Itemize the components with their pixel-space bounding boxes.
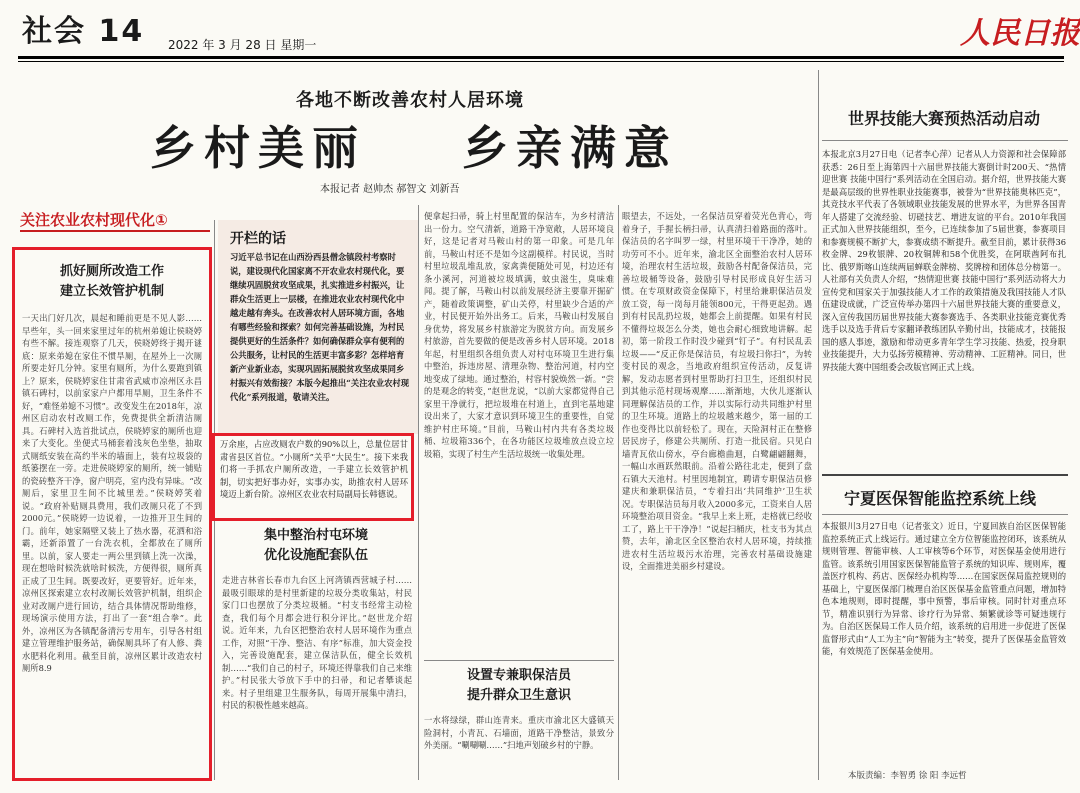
publish-date: 2022 年 3 月 28 日 星期一 — [168, 38, 317, 52]
article1-body: 一天出门好几次，晨起和睡前更是不见人影……早些年，头一回来家里过年的杭州弟媳让侯晓婷有些不解。接连观察了几天，侯晓婷终于揭开谜底：原来弟媳在家住不惯旱厕，在屋外上一次厕所要走好几分钟。家里有厕所，为什么要跑到镇上？原来，侯晓婷家住甘肃省武威市凉州区永昌镇石碑村，以前家家户户都用旱厕，卫生条件不好，“难怪弟媳不习惯”。改变发生在2018年，凉州区启动农村改厕工作，免费提供全新清洁厕具。石碑村入选首批试点，侯晓婷家的厕所也迎来了大变化。坐便式马桶套着浅灰色坐垫，抽取式厕纸安装在高约半米的墙面上，装有垃圾袋的纸篓摆在一旁。走进侯晓婷家的厕所，统一铺贴的瓷砖整齐干净，窗户明亮，室内没有异味。“改厕后，家里卫生间不比城里差。”侯晓婷笑着说。“政府补贴厕具费用，我们改厕只花了不到2000元。”侯晓婷一边说着，一边推开卫生间的门。前年，她家隔壁又装上了热水器，花洒和浴霸，还新添置了一台洗衣机，全都放在了厕所里。以前，家人要走一两公里到镇上洗一次澡，现在想啥时候洗就啥时候洗，方便得很，厕所真正成了卫生间。既要改好，更要管好。近年来，凉州区探索建立农村改厕长效管护机制，组织企业对改厕户进行回访，结合具体情况帮助维修，现场演示使用方法，打出了一套“组合拳”。此外，凉州区为各镇配备清污专用车，引导各村组建立管理维护服务站，确保厕具坏了有人修、粪水肥料化利用。截至目前，凉州区累计改造农村厕所8.9 — [22, 313, 202, 673]
article1-title-line2: 建立长效管护机制 — [59, 284, 164, 299]
right-article-divider — [822, 474, 1068, 476]
right-article1-rule — [822, 140, 1068, 141]
middle-column-body: 便拿起扫帚，骑上村里配置的保洁车，为乡村清洁出一份力。空气清新，道路干净宽敞，人居环境良好，这是记者对马鞍山村的第一印象。可是几年前，马鞍山村还不是如今这副模样。村民说，当时村里垃圾乱堆乱放，家禽粪便随处可见，村边还有条小溪河，河道被垃圾填满，蚊虫滋生，臭味难闻。提了解，马鞍山村以前发展经济主要靠开掘矿产，随着政策调整，矿山关停，村里缺少合适的产业，村民便开始外出务工。后来，马鞍山村发展自身优势，将发展乡村旅游定为脱贫方向。而发展乡村旅游，首先要做的便是改善乡村人居环境。2018年起，村里组织各组负责人对村屯环境卫生进行集中整治，拆违房屋、清理杂物、整治河道，村内空地变成了绿地。通过整治，村容村貌焕然一新。“尝的是观念的转变，”赵世龙说，“以前大家都觉得自己家里干净就行，把垃圾堆在村道上，直到宅基地建设出来了，大家才意识到环境卫生的重要性，自觉维护村庄环境。”目前，马鞍山村内共有各类垃圾桶、垃圾箱336个，在各功能区垃圾堆放点设立垃圾箱，实现了村生产生活垃圾统一收集处理。 — [424, 211, 614, 459]
article3-title-line1: 设置专兼职保洁员 — [466, 668, 571, 683]
right-article2-rule — [822, 514, 1068, 515]
byline: 本报记者 赵帅杰 郝智文 刘新吾 — [320, 184, 460, 195]
kicker: 各地不断改善农村人居环境 — [296, 90, 524, 111]
editor-note-title: 开栏的话 — [230, 231, 286, 247]
snippet-body: 万余座，占应改厕农户数的90%以上，总量位居甘肃省县区首位。“小厕所”关乎“大民生”。接下来我们将一手抓农户厕所改造，一手建立长效管护机制，切实把好事办好，实事办实，助推农村人居环境迈上新台阶。凉州区农业农村局副局长韩德说。 — [220, 439, 408, 499]
main-headline: 乡村美丽 乡亲满意 — [150, 121, 679, 175]
right-middle-body: 眼望去，不远处，一名保洁员穿着荧光色背心，弯着身子，手握长柄扫帚，认真清扫着路面的落叶。保洁员的名字叫罗一绿，村里环境干干净净，她的功劳可不小。近年来，渝北区全面整治农村人居环境，治理农村生活垃圾，鼓励各村配备保洁员，完善垃圾桶等设备，鼓励引导村民形成良好生活习惯。在专项财政资金保障下，村里给兼职保洁员发放工资，每一岗每月能领800元，干得更起劲。遇到有村民乱扔垃圾，她都会上前提醒。如果有村民不懂得垃圾怎么分类，她也会耐心细致地讲解。起初，第一阶段工作时没少碰到“钉子”。有村民乱丢垃圾——“反正你是保洁员，有垃圾扫你扫”，为转变村民的观念，当地政府组织宣传活动，反复讲解，发动志愿者到村里帮助打扫卫生，还组织村民到其他示范村现场观摩……渐渐地，大伙儿逐渐认同理解保洁员的工作，并以实际行动共同维护村里的卫生环境。道路上的垃圾越来越少，第一届的工作也变得比以前轻松了。现在，天险洞村正在整修居民房子，修建公共厕所、打造一批民宿。只见白墙青瓦依山傍水，亭台廊檐曲迴，白鹭翩翩翻舞，一幅山水画跃然眼前。沿着公路往北走，便到了盘石镇大天池村。村里因地制宜，聘请专职保洁员修建庆和兼职保洁员，“专着扫出‘共同维护’卫生状况。专职保洁员每月收入2000多元，工资来自人居环境整治项目资金。“我早上来上班，走格就已经收工了，路上干干净净！”说起扫桶庆，杜支书为其点赞，去年，渝北区全区整治农村人居环境，持续推进农村生活垃圾污水治理，完善农村基础设施建设，全面推进美丽乡村建设。 — [622, 211, 812, 571]
article2-body: 走进吉林省长春市九台区上河湾镇西营城子村……最吸引眼球的是村里新建的垃圾分类收集站，村民家门口也摆放了分类垃圾桶。“村支书经常主动检查，我们每个月都会进行积分评比。”赵世龙介绍说。近年来，九台区把整治农村人居环境作为重点工作，对照“干净、整洁、有序”标准，加大资金投入，完善设施配套，建立保洁队伍，健全长效机制……“我们自己的村子，环境还得靠我们自己来维护。”村民张大爷放下手中的扫帚，和记者攀谈起来。村子里组建卫生服务队，每周开展集中清扫，村民的积极性越来越高。 — [222, 575, 412, 710]
masthead-rule-thin — [18, 61, 1064, 62]
article3-title-line2: 提升群众卫生意识 — [466, 688, 571, 703]
article1-title-line1: 抓好厕所改造工作 — [59, 264, 164, 279]
right-article1-body: 本报北京3月27日电（记者李心萍）记者从人力资源和社会保障部获悉：26日至上海第四十六届世界技能大赛倒计时200天、“热情迎世赛 技能中国行”系列活动在全国启动。据介绍，世界技能大赛是最高层级的世界性职业技能赛事，被誉为“世界技能奥林匹克”，其竞技水平代表了各领域职业技能发展的世界水平，为世界各国青年人搭建了交流经验、切磋技艺、增进友谊的平台。2010年我国正式加入世界技能组织，至今，已连续参加了5届世赛，参赛项目和参赛规模不断扩大，参赛成绩不断提升。截至目前，累计获得36枚金牌、29枚银牌、20枚铜牌和58个优胜奖，在阿联酋阿布扎比、俄罗斯喀山连续两届蝉联金牌榜、奖牌榜和团体总分榜第一。人社部有关负责人介绍，“热情迎世赛 技能中国行”系列活动将大力宣传党和国家关于加强技能人才工作的政策措施及我国技能人才队伍建设成就，广泛宣传举办第四十六届世界技能大赛的重要意义，深入宣传我国历届世界技能大赛参赛选手、各类职业技能竞赛优秀选手以及选手背后专家翻译教练团队辛勤付出，技能成才，技能报国的感人事迹，激励和带动更多青年学生学习技能、热爱，投身职业技能提升，大力弘扬劳模精神、劳动精神、工匠精神。同日，世界技能大赛中国组委会改版官网正式上线。 — [822, 149, 1066, 372]
right-article2-title: 宁夏医保智能监控系统上线 — [844, 489, 1037, 508]
column-divider — [418, 205, 419, 780]
column-title-rule — [20, 230, 210, 232]
editor-note-body: 习近平总书记在山西汾西县僧念镇段村考察时说，建设现代化国家离不开农业农村现代化，要继续巩固脱贫攻坚成果，扎实推进乡村振兴，让群众生活更上一层楼，在推进农业农村现代化中越走越有奔头。在改善农村人居环境方面，各地有哪些经验和探索？如何完善基础设施，为村民提供更好的生活条件？如何确保群众享有便利的公共服务，让村民的生活更丰富多彩？怎样培育新产业新业态，实现巩固拓展脱贫攻坚成果同乡村振兴有效衔接？本版今起推出“关注农业农村现代化”系列报道，敬请关注。 — [230, 252, 410, 402]
article3-body: 一水将绿绿，群山连青来。重庆市渝北区大盛镇天险洞村，小青瓦、石墙面，道路干净整洁，景致分外美丽。“唰唰唰……”扫地声划破乡村的宁静。 — [424, 715, 614, 750]
column-divider — [818, 70, 819, 780]
section-title: 社会 14 — [22, 14, 145, 49]
right-article1-title: 世界技能大赛预热活动启动 — [848, 109, 1041, 128]
newspaper-logo: 人民日报 — [960, 16, 1080, 51]
masthead-rule — [18, 56, 1064, 59]
article2-title-line2: 优化设施配套队伍 — [263, 548, 368, 563]
page-editors: 本版责编：李智勇 徐 阳 李远哲 — [848, 771, 967, 781]
subhead-rule — [424, 660, 614, 661]
article2-title-line1: 集中整治村屯环境 — [263, 528, 368, 543]
right-article2-body: 本报银川3月27日电（记者张文）近日，宁夏回族自治区医保智能监控系统正式上线运行。通过建立全方位智能监控闭环，该系统从规则管理、智能审核、人工审核等6个环节，对医保基金使用进行监管。该系统引用国家医保智能监管子系统的知识库、规则库，覆盖医疗机构、药店、医保经办机构等……在国家医保局监控规则的基础上，宁夏医保部门梳理自治区医保基金监管重点问题，增加特色本地规则，即时提醒，事中预警，事后审核。同时针对重点环节，精准识别行为异常、诊疗行为异常、频繁就诊等可疑违规行为。自治区医保局工作人员介绍，该系统的启用进一步促进了医保监督形式由“人工为主”向“智能为主”转变，提升了医保基金监管效能，有效规范了医保基金使用。 — [822, 521, 1066, 656]
column-divider — [618, 205, 619, 780]
column-title: 关注农业农村现代化① — [20, 211, 168, 229]
